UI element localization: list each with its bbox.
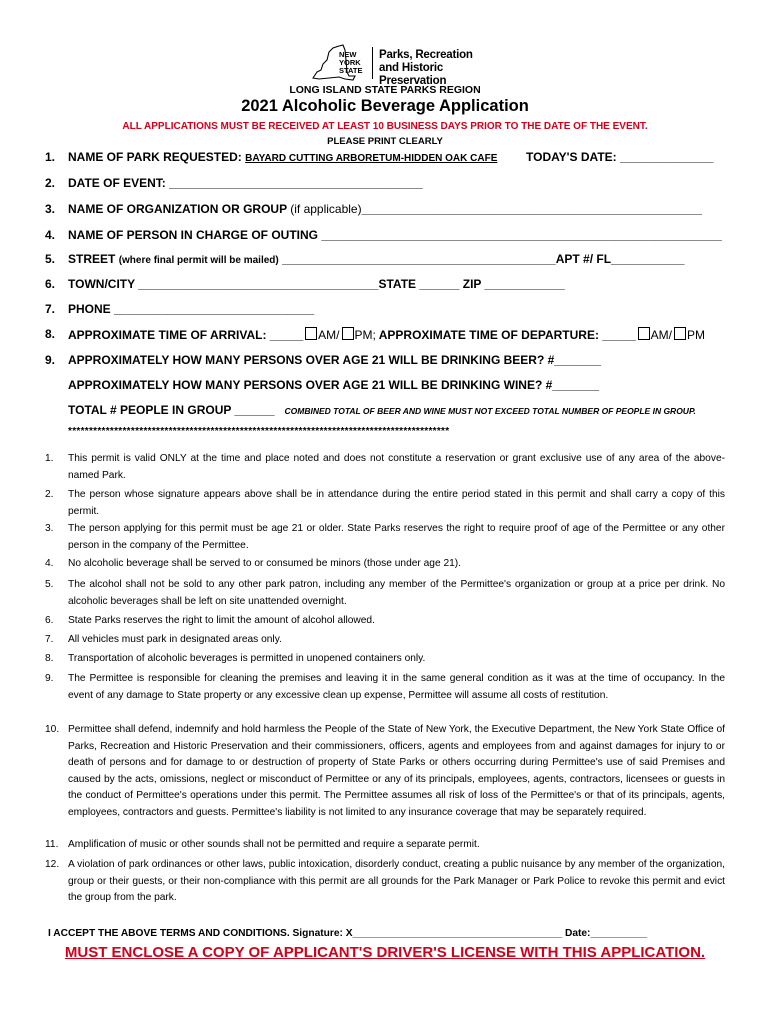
term-2: 2. The person whose signature appears above shall be in attendance during the entire period stated in this permit and shall carry a copy of this permit. [45,489,725,517]
field-number: 4. [45,228,56,242]
term-4: 4. No alcoholic beverage shall be served to or consumed be minors (those under age 21). [45,558,462,569]
field-number: 9. [45,353,56,367]
arrival-am-checkbox[interactable] [305,327,317,340]
field-number: 2. [45,176,56,190]
license-requirement-notice: MUST ENCLOSE A COPY OF APPLICANT'S DRIVER'S LICENSE WITH THIS APPLICATION. [64,944,706,961]
arrival-time-field[interactable]: APPROXIMATE TIME OF ARRIVAL: _____ [68,328,304,342]
field-hint: (if applicable) [290,202,362,216]
field-blank: _________________________________________APT #/ FL___________ [282,252,685,266]
wine-count-label: APPROXIMATELY HOW MANY PERSONS OVER AGE 21 WILL BE DRINKING WINE? #_______ [68,378,599,392]
total-people-label: TOTAL # PEOPLE IN GROUP ______ [68,403,275,417]
field-number: 7. [45,302,56,316]
departure-time-field[interactable]: APPROXIMATE TIME OF DEPARTURE: _____ [378,328,636,342]
field-number: 5. [45,252,56,266]
field-label: NAME OF PARK REQUESTED: [68,150,242,164]
field-hint: (where final permit will be mailed) [118,255,279,266]
term-6: 6. State Parks reserves the right to limit the amount of alcohol allowed. [45,615,375,626]
todays-date-field[interactable]: TODAY'S DATE: ______________ [526,150,714,164]
field-blank: ___________________________________________________ [361,202,702,216]
nys-parks-logo [299,42,509,87]
term-3: 3. The person applying for this permit must be age 21 or older. State Parks reserves the right to require proof of age of the Permittee or any other person in the company of the Permittee. [45,523,725,551]
am-label: AM/ [650,328,673,342]
separator: ******************************************************************************************* [68,426,450,437]
term-9: 9. The Permittee is responsible for cleaning the premises and leaving it in the same general condition as it was at the time of occupancy. In the event of any damage to State property or any excessive clean up expense, Permittee will assume all costs of restitution. [45,673,725,701]
term-7: 7. All vehicles must park in designated areas only. [45,634,282,645]
departure-pm-checkbox[interactable] [674,327,686,340]
page-title: 2021 Alcoholic Beverage Application [241,97,529,115]
term-12: 12. A violation of park ordinances or other laws, public intoxication, disorderly conduct, creating a public nuisance by any member of the organization, group or their guests, or their non-compliance with this permit are all grounds for the Park Manager or Park Police to revoke this permit and evict the group from the park. [45,859,725,903]
pm-label: PM [687,328,706,342]
field-number: 1. [45,150,56,164]
am-label: AM/ [318,328,340,342]
logo-agency-name: Parks, Recreation and Historic Preservation [379,49,473,87]
field-number: 8. [45,327,56,341]
field-number: 3. [45,202,56,216]
field-label-wrap [68,150,497,164]
field-label: STREET [68,252,116,266]
print-clearly-note: PLEASE PRINT CLEARLY [327,136,443,147]
term-10: 10. Permittee shall defend, indemnify and hold harmless the People of the State of New York, the Executive Department, the New York State Office of Parks, Recreation and Historic Preservation and their commissioners, officers, agents and employees from and against damages for injury to or death of persons and for damage to or destruction of property of State Parks or others occurring during Permittee's use of said Premises and caused by the acts, omissions, neglect or misconduct of Permittee or any of its principals, employees, agents, contractors, licensees or guests in the conduct of Permittee's operations under this permit. The Permittee assumes all risk of loss of the Permittee's or that of its principals, agents, employees, contractors and guests. Permittee's liability is not limited to any insurance coverage that may be separately required. [45,724,725,818]
field-label: NAME OF PERSON IN CHARGE OF OUTING ____________________________________________________________ [68,228,722,242]
field-label: DATE OF EVENT: ______________________________________ [68,176,423,190]
logo-state-name: NEW YORK STATE [339,50,363,75]
departure-am-checkbox[interactable] [638,327,650,340]
total-people-note: COMBINED TOTAL OF BEER AND WINE MUST NOT EXCEED TOTAL NUMBER OF PEOPLE IN GROUP. [284,406,696,416]
term-5: 5. The alcohol shall not be sold to any other park patron, including any member of the Permittee's organization or group at a price per drink. No alcoholic beverages shall be left on site unattended overnight. [45,579,725,607]
park-name-value: BAYARD CUTTING ARBORETUM-HIDDEN OAK CAFE [245,153,498,164]
field-label: TOWN/CITY ____________________________________STATE ______ ZIP ____________ [68,277,565,291]
beer-count-label: APPROXIMATELY HOW MANY PERSONS OVER AGE 21 WILL BE DRINKING BEER? #_______ [68,353,602,367]
field-label: PHONE ______________________________ [68,302,315,316]
arrival-pm-checkbox[interactable] [342,327,354,340]
logo-divider [372,47,373,79]
term-1: 1. This permit is valid ONLY at the time and place noted and does not constitute a reservation or grant exclusive use of any area of the above-named Park. [45,453,725,481]
deadline-warning: ALL APPLICATIONS MUST BE RECEIVED AT LEAST 10 BUSINESS DAYS PRIOR TO THE DATE OF THE EVENT. [122,121,648,132]
signature-line[interactable]: I ACCEPT THE ABOVE TERMS AND CONDITIONS. Signature: X_____________________________________ Date:__________ [48,928,648,939]
region-heading: LONG ISLAND STATE PARKS REGION [289,84,481,96]
term-11: 11. Amplification of music or other sounds shall not be permitted and require a separate permit. [45,839,480,850]
pm-label: PM; [354,328,376,342]
field-number: 6. [45,277,56,291]
term-8: 8. Transportation of alcoholic beverages is permitted in unopened containers only. [45,653,426,664]
field-label: NAME OF ORGANIZATION OR GROUP [68,202,287,216]
